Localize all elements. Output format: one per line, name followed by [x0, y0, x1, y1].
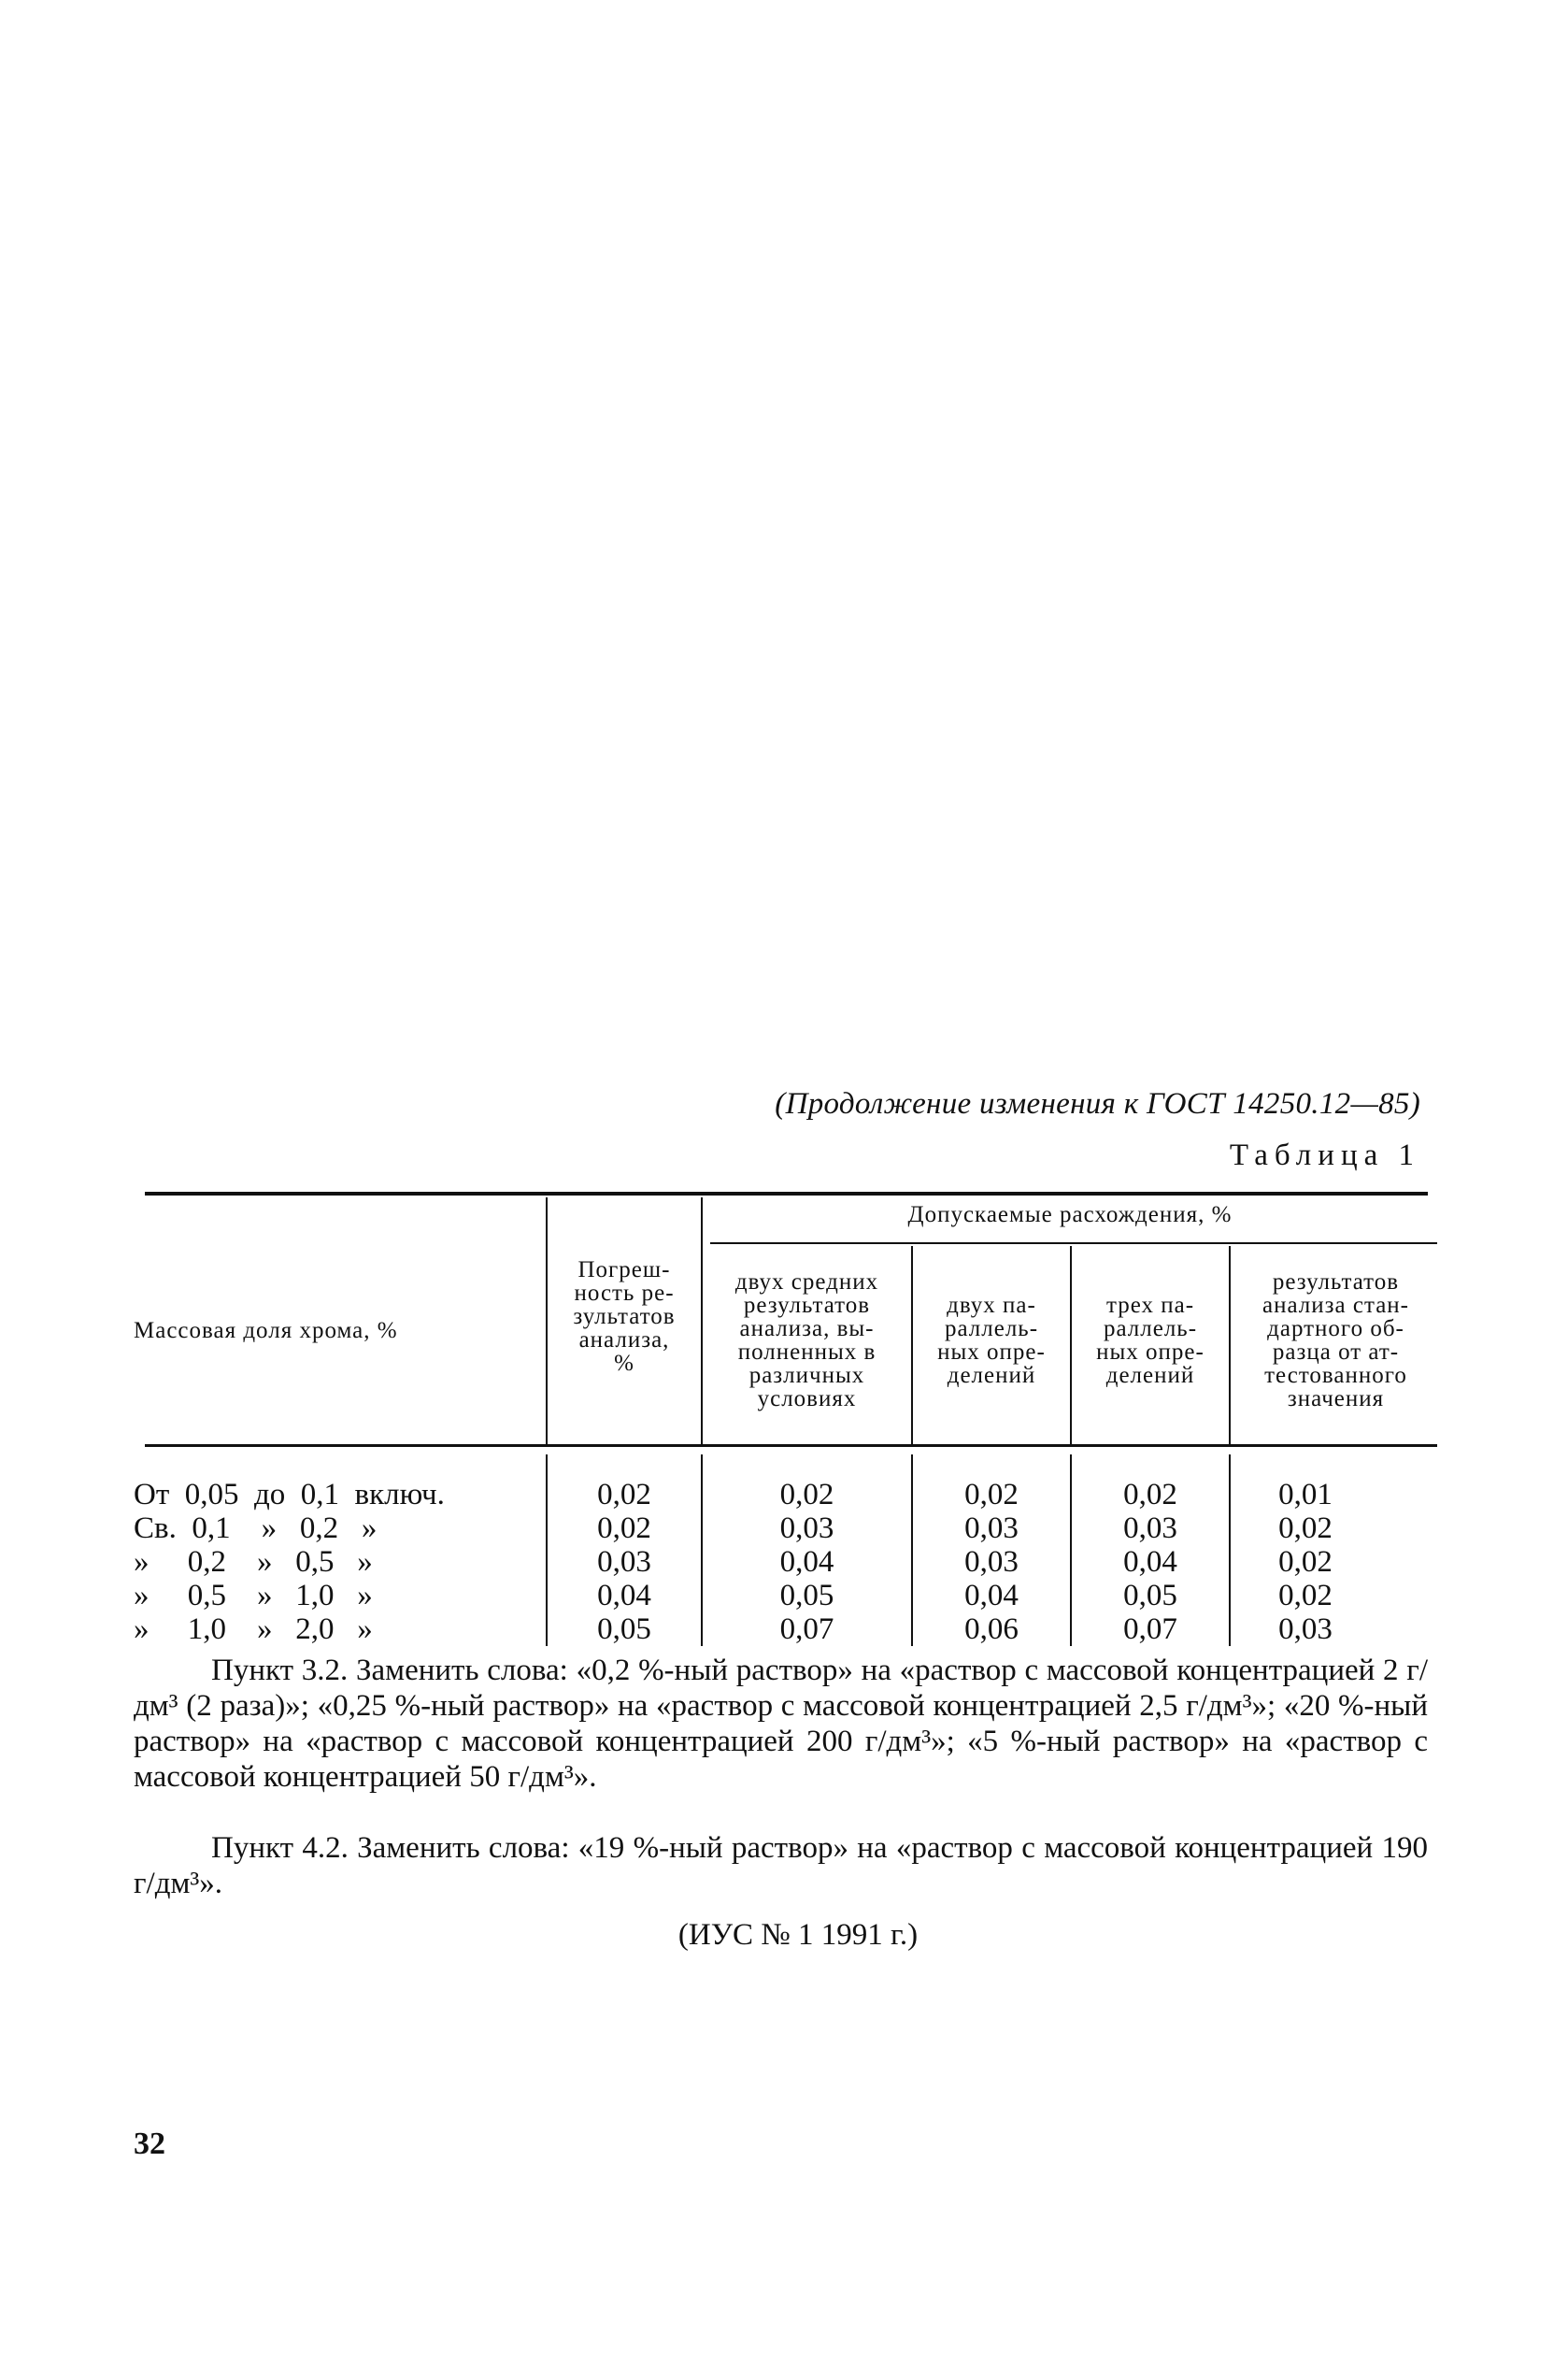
cell-two-means: 0,04: [779, 1545, 834, 1579]
cell-two-parallel: 0,03: [964, 1545, 1019, 1579]
cell-standard-sample: 0,02: [1278, 1545, 1333, 1579]
cell-two-means: 0,05: [779, 1579, 834, 1612]
cell-two-parallel: 0,06: [964, 1612, 1019, 1646]
header-three-parallel: трех па- раллель- ных опре- делений: [1096, 1293, 1205, 1388]
cell-standard-sample: 0,02: [1278, 1511, 1333, 1545]
header-error: Погреш- ность ре- зультатов анализа, %: [573, 1257, 676, 1376]
row-label: От 0,05 до 0,1 включ.: [134, 1478, 445, 1511]
ius-reference: (ИУС № 1 1991 г.): [677, 1918, 919, 1952]
header-two-parallel: двух па- раллель- ных опре- делений: [937, 1293, 1046, 1388]
cell-error: 0,02: [597, 1511, 651, 1545]
cell-three-parallel: 0,03: [1123, 1511, 1177, 1545]
cell-two-means: 0,03: [779, 1511, 834, 1545]
cell-three-parallel: 0,05: [1123, 1579, 1177, 1612]
row-label: » 0,5 » 1,0 »: [134, 1579, 373, 1612]
page-number: 32: [134, 2127, 165, 2161]
cell-three-parallel: 0,07: [1123, 1612, 1177, 1646]
cell-error: 0,03: [597, 1545, 651, 1579]
paragraph-item-4-2: Пункт 4.2. Заменить слова: «19 %-ный раствор» на «раствор с массовой концентрацией 190 г/дм³».: [134, 1831, 1428, 1900]
cell-error: 0,05: [597, 1612, 651, 1646]
header-mass-fraction: Массовая доля хрома, %: [134, 1318, 398, 1343]
row-label: Св. 0,1 » 0,2 »: [134, 1511, 378, 1545]
cell-two-parallel: 0,02: [964, 1478, 1019, 1511]
cell-error: 0,02: [597, 1478, 651, 1511]
cell-two-means: 0,07: [779, 1612, 834, 1646]
cell-standard-sample: 0,03: [1278, 1612, 1333, 1646]
table-caption: Таблица 1: [1229, 1139, 1420, 1172]
cell-three-parallel: 0,04: [1123, 1545, 1177, 1579]
cell-error: 0,04: [597, 1579, 651, 1612]
cell-standard-sample: 0,02: [1278, 1579, 1333, 1612]
cell-two-parallel: 0,03: [964, 1511, 1019, 1545]
paragraph-item-3-2: Пункт 3.2. Заменить слова: «0,2 %-ный раствор» на «раствор с массовой концентрацией 2 г/дм³ (2 раза)»; «0,25 %-ный раствор» на «раствор с массовой концентрацией 2,5 г/дм³»; «20 %-ный раствор» на «раствор с массовой концентрацией 200 г/дм³»; «5 %-ный раствор» на «раствор с массовой концентрацией 50 г/дм³».: [134, 1654, 1428, 1794]
header-bottom-rule: [145, 1444, 1437, 1447]
table-top-rule: [145, 1192, 1428, 1196]
header-allowed-discrepancies: Допускаемые расхождения, %: [907, 1202, 1233, 1227]
group-header-rule: [710, 1242, 1437, 1244]
cell-two-parallel: 0,04: [964, 1579, 1019, 1612]
cell-two-means: 0,02: [779, 1478, 834, 1511]
row-label: » 0,2 » 0,5 »: [134, 1545, 373, 1579]
row-label: » 1,0 » 2,0 »: [134, 1612, 373, 1646]
cell-standard-sample: 0,01: [1278, 1478, 1333, 1511]
document-heading: (Продолжение изменения к ГОСТ 14250.12—85): [775, 1087, 1420, 1121]
header-two-means: двух средних результатов анализа, вы- полненных в различных условиях: [734, 1269, 879, 1411]
header-standard-sample: результатов анализа стан- дартного об- разца от ат- тестованного значения: [1262, 1269, 1409, 1411]
cell-three-parallel: 0,02: [1123, 1478, 1177, 1511]
